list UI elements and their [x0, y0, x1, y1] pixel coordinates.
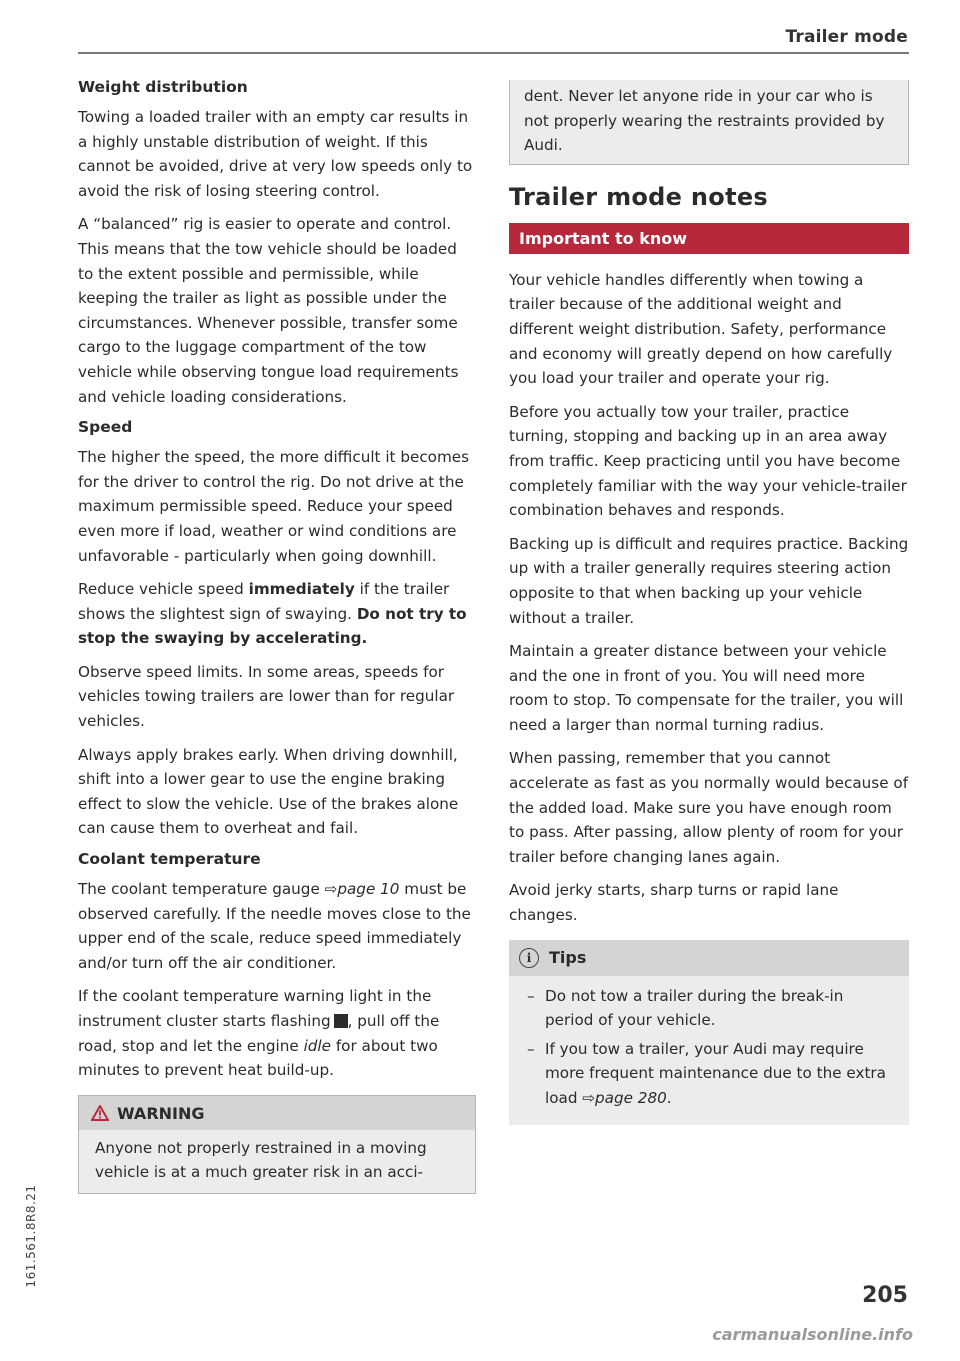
paragraph: Your vehicle handles differently when towing a trailer because of the additional weight and different weight distribution. Safety, performance and economy will greatly depend on how carefully you load your trailer and operate your rig. [509, 270, 893, 388]
tips-box [509, 940, 909, 1125]
paragraph: The higher the speed, the more difficult it becomes for the driver to control the rig. Do not drive at the maximum permissible speed. Reduce your speed even more if load, weather or wind conditions are unfavorable - particularly when going downhill. [78, 448, 470, 565]
section-title: Trailer mode notes [509, 182, 769, 211]
arrow-icon: ⇨ [324, 880, 338, 899]
document-code: 161.561.8R8.21 [24, 1183, 38, 1288]
paragraph: Avoid jerky starts, sharp turns or rapid lane changes. [509, 881, 839, 925]
heading-coolant-temperature: Coolant temperature [78, 850, 261, 869]
footer-watermark: carmanualsonline.info [712, 1325, 913, 1344]
paragraph: If the coolant temperature warning light in the instrument cluster starts flashing , pull off the road, stop and let the engine idle for about two minutes to prevent heat build-up. [78, 987, 440, 1080]
list-item: – Do not tow a trailer during the break-in period of your vehicle. [523, 984, 895, 1033]
warning-text: Anyone not properly restrained in a moving vehicle is at a much greater risk in an acci- [79, 1130, 475, 1193]
paragraph: Maintain a greater distance between your vehicle and the one in front of you. You will need more room to stop. To compensate for the trailer, you will need a larger than normal turning radius. [509, 642, 904, 734]
warning-triangle-icon [91, 1105, 109, 1121]
warning-box [78, 1095, 476, 1194]
left-column [78, 72, 476, 1194]
paragraph: A “balanced” rig is easier to operate and control. This means that the tow vehicle should be loaded to the extent possible and permissible, while keeping the trailer as light as possible under the circumstances. Whenever possible, transfer some cargo to the luggage compartment of the tow vehicle while observing tongue load requirements and vehicle loading considerations. [78, 215, 459, 406]
paragraph: Before you actually tow your trailer, practice turning, stopping and backing up in an area away from traffic. Keep practicing until you have become completely familiar with the way your vehicle-trailer combination behaves and responds. [509, 402, 907, 520]
warning-continued-text: dent. Never let anyone ride in your car who is not properly wearing the restraints provided by Audi. [509, 80, 909, 165]
warning-header [79, 1096, 475, 1130]
paragraph: When passing, remember that you cannot accelerate as fast as you normally would because of the added load. Make sure you have enough room to pass. After passing, allow plenty of room for your trailer before changing lanes again. [509, 749, 909, 866]
warning-label: WARNING [117, 1103, 205, 1123]
paragraph: The coolant temperature gauge ⇨page 10 must be observed carefully. If the needle moves close to the upper end of the scale, reduce speed immediately and/or turn off the air conditioner. [78, 880, 471, 972]
emphasis: immediately [248, 580, 355, 599]
arrow-icon: ⇨ [582, 1089, 596, 1107]
list-item: – If you tow a trailer, your Audi may require more frequent maintenance due to the extra load ⇨page 280. [523, 1037, 895, 1111]
page-reference-link[interactable]: page 10 [337, 880, 400, 899]
right-column [509, 80, 909, 1125]
emphasis: Do not try to stop the swaying by accelerating. [78, 604, 467, 648]
heading-weight-distribution: Weight distribution [78, 78, 248, 96]
tips-list [523, 984, 895, 1111]
header-rule [78, 52, 909, 54]
tips-body [509, 976, 909, 1125]
paragraph: Towing a loaded trailer with an empty car results in a highly unstable distribution of weight. If this cannot be avoided, drive at very low speeds only to avoid the risk of losing steering control. [78, 108, 473, 200]
page-number: 205 [862, 1283, 908, 1308]
paragraph: Reduce vehicle speed immediately if the trailer shows the slightest sign of swaying. Do not try to stop the swaying by accelerating. [78, 580, 467, 648]
running-header: Trailer mode [785, 27, 908, 47]
coolant-warning-light-icon [334, 1014, 348, 1028]
paragraph: Always apply brakes early. When driving downhill, shift into a lower gear to use the engine braking effect to slow the vehicle. Use of the brakes alone can cause them to overheat and fail. [78, 745, 459, 838]
tips-label: Tips [549, 948, 587, 968]
heading-speed: Speed [78, 418, 133, 437]
paragraph: Observe speed limits. In some areas, speeds for vehicles towing trailers are lower than for regular vehicles. [78, 662, 455, 731]
subsection-bar: Important to know [509, 223, 909, 254]
info-icon: i [519, 948, 539, 968]
page-reference-link[interactable]: page 280 [595, 1089, 667, 1107]
paragraph: Backing up is difficult and requires practice. Backing up with a trailer generally requires steering action opposite to that when backing up your vehicle without a trailer. [509, 534, 909, 627]
tips-header [509, 940, 909, 976]
